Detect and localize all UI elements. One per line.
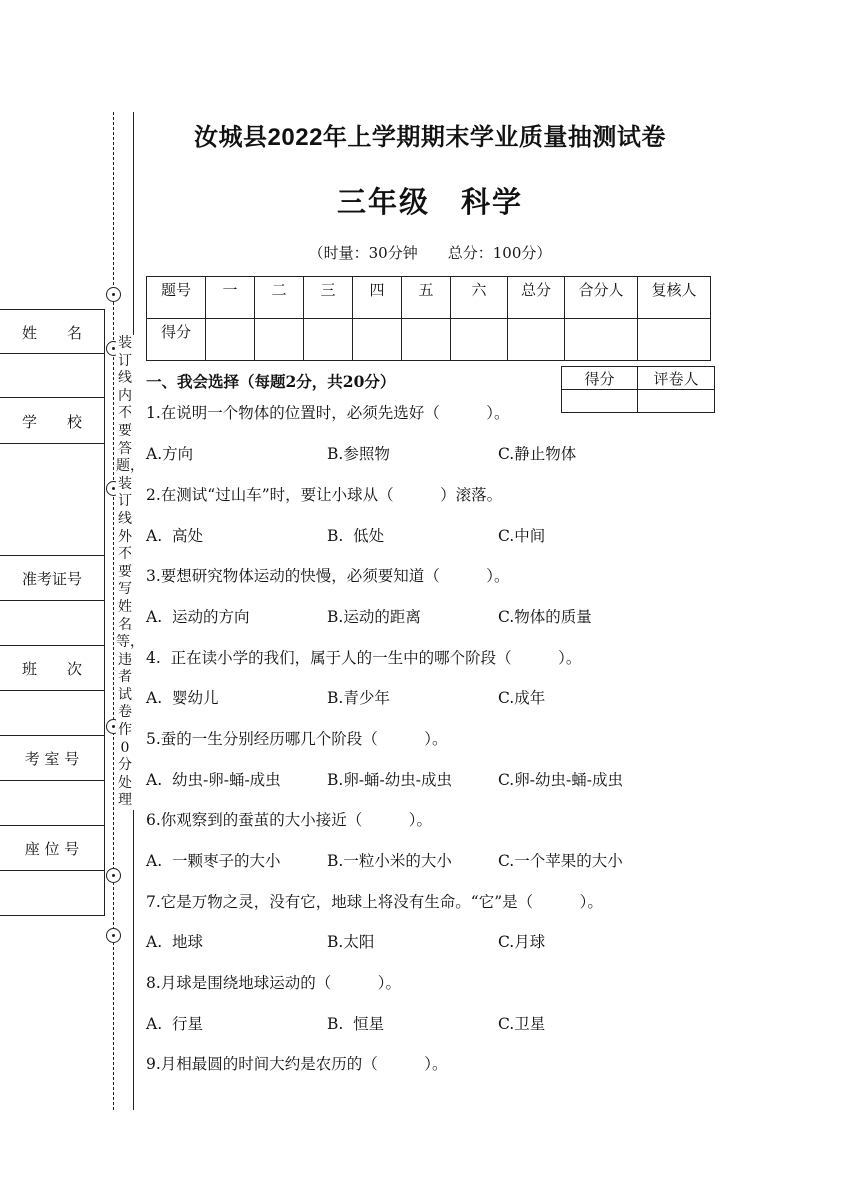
exam-id-field[interactable] — [0, 600, 105, 646]
question-text: 9.月相最圆的时间大约是农历的（ ）。 — [146, 1055, 448, 1073]
time-and-score-info: （时量：30分钟 总分：100分） — [308, 244, 552, 262]
score-table — [146, 276, 711, 361]
option-a[interactable]: A. 高处 — [146, 527, 203, 545]
header-cell: 二 — [255, 277, 304, 319]
option-a[interactable]: A. 地球 — [146, 933, 203, 951]
header-cell: 四 — [353, 277, 402, 319]
binding-line-note: 装订线内不要答题，装订线外不要写姓名等，违者试卷作0分处理 — [116, 335, 144, 809]
score-cell[interactable] — [353, 319, 402, 361]
binding-dashed-line — [113, 112, 114, 1110]
option-a[interactable]: A. 行星 — [146, 1015, 203, 1033]
name-field[interactable] — [0, 353, 105, 398]
option-c[interactable]: C.物体的质量 — [498, 608, 592, 626]
option-b[interactable]: B. 恒星 — [327, 1015, 385, 1033]
option-c[interactable]: C.中间 — [498, 527, 546, 545]
grader-table — [561, 366, 715, 413]
seat-label: 座 位 号 — [0, 825, 105, 871]
option-c[interactable]: C.一个苹果的大小 — [498, 852, 623, 870]
question-text: 5.蚕的一生分别经历哪几个阶段（ ）。 — [146, 730, 448, 748]
seat-field[interactable] — [0, 870, 105, 916]
header-cell: 五 — [402, 277, 451, 319]
school-label: 学 校 — [0, 397, 105, 444]
option-c[interactable]: C.成年 — [498, 689, 546, 707]
header-cell: 总分 — [508, 277, 565, 319]
score-row-label: 得分 — [147, 319, 206, 361]
question-text: 8.月球是围绕地球运动的（ ）。 — [146, 974, 402, 992]
header-cell: 六 — [451, 277, 508, 319]
score-cell[interactable] — [638, 319, 711, 361]
class-label: 班 次 — [0, 645, 105, 691]
question-text: 3.要想研究物体运动的快慢，必须要知道（ ）。 — [146, 567, 510, 585]
option-c[interactable]: C.卫星 — [498, 1015, 546, 1033]
score-cell[interactable] — [451, 319, 508, 361]
score-table-score-row — [147, 319, 711, 361]
room-field[interactable] — [0, 780, 105, 826]
grader-name-cell[interactable] — [638, 390, 715, 413]
exam-title: 汝城县2022年上学期期末学业质量抽测试卷 — [194, 124, 666, 151]
grader-score-cell[interactable] — [562, 390, 638, 413]
score-cell[interactable] — [304, 319, 353, 361]
header-cell: 三 — [304, 277, 353, 319]
score-cell[interactable] — [508, 319, 565, 361]
score-cell[interactable] — [402, 319, 451, 361]
question-text: 2.在测试“过山车”时，要让小球从（ ）滚落。 — [146, 486, 503, 504]
header-cell: 合分人 — [565, 277, 638, 319]
question-text: 7.它是万物之灵，没有它，地球上将没有生命。“它”是（ ）。 — [146, 893, 603, 911]
grader-score-label: 得分 — [562, 367, 638, 390]
score-cell[interactable] — [255, 319, 304, 361]
section-heading: 一、我会选择（每题2分，共20分） — [146, 372, 396, 391]
exam-subtitle: 三年级 科学 — [336, 187, 523, 219]
question-text: 1.在说明一个物体的位置时，必须先选好（ ）。 — [146, 404, 510, 422]
name-label: 姓 名 — [0, 309, 105, 354]
class-field[interactable] — [0, 690, 105, 736]
option-a[interactable]: A. 一颗枣子的大小 — [146, 852, 281, 870]
binding-hole-icon — [106, 928, 121, 943]
option-a[interactable]: A. 幼虫-卵-蛹-成虫 — [146, 771, 281, 789]
option-b[interactable]: B.太阳 — [327, 933, 375, 951]
score-cell[interactable] — [565, 319, 638, 361]
option-b[interactable]: B.运动的距离 — [327, 608, 421, 626]
option-c[interactable]: C.月球 — [498, 933, 546, 951]
header-cell: 题号 — [147, 277, 206, 319]
room-label: 考 室 号 — [0, 735, 105, 781]
grader-name-label: 评卷人 — [638, 367, 715, 390]
option-c[interactable]: C.卵-幼虫-蛹-成虫 — [498, 771, 623, 789]
header-cell: 一 — [206, 277, 255, 319]
question-text: 6.你观察到的蚕茧的大小接近（ ）。 — [146, 811, 433, 829]
option-b[interactable]: B. 低处 — [327, 527, 385, 545]
option-a[interactable]: A.方向 — [146, 445, 194, 463]
score-table-header-row — [147, 277, 711, 319]
option-b[interactable]: B.参照物 — [327, 445, 390, 463]
question-text: 4. 正在读小学的我们，属于人的一生中的哪个阶段（ ）。 — [146, 649, 582, 667]
binding-hole-icon — [106, 868, 121, 883]
option-a[interactable]: A. 婴幼儿 — [146, 689, 219, 707]
option-b[interactable]: B.一粒小米的大小 — [327, 852, 452, 870]
exam-id-label: 准考证号 — [0, 555, 105, 601]
option-c[interactable]: C.静止物体 — [498, 445, 577, 463]
binding-hole-icon — [106, 287, 121, 302]
header-cell: 复核人 — [638, 277, 711, 319]
option-a[interactable]: A. 运动的方向 — [146, 608, 250, 626]
school-field[interactable] — [0, 443, 105, 556]
option-b[interactable]: B.青少年 — [327, 689, 390, 707]
option-b[interactable]: B.卵-蛹-幼虫-成虫 — [327, 771, 453, 789]
score-cell[interactable] — [206, 319, 255, 361]
